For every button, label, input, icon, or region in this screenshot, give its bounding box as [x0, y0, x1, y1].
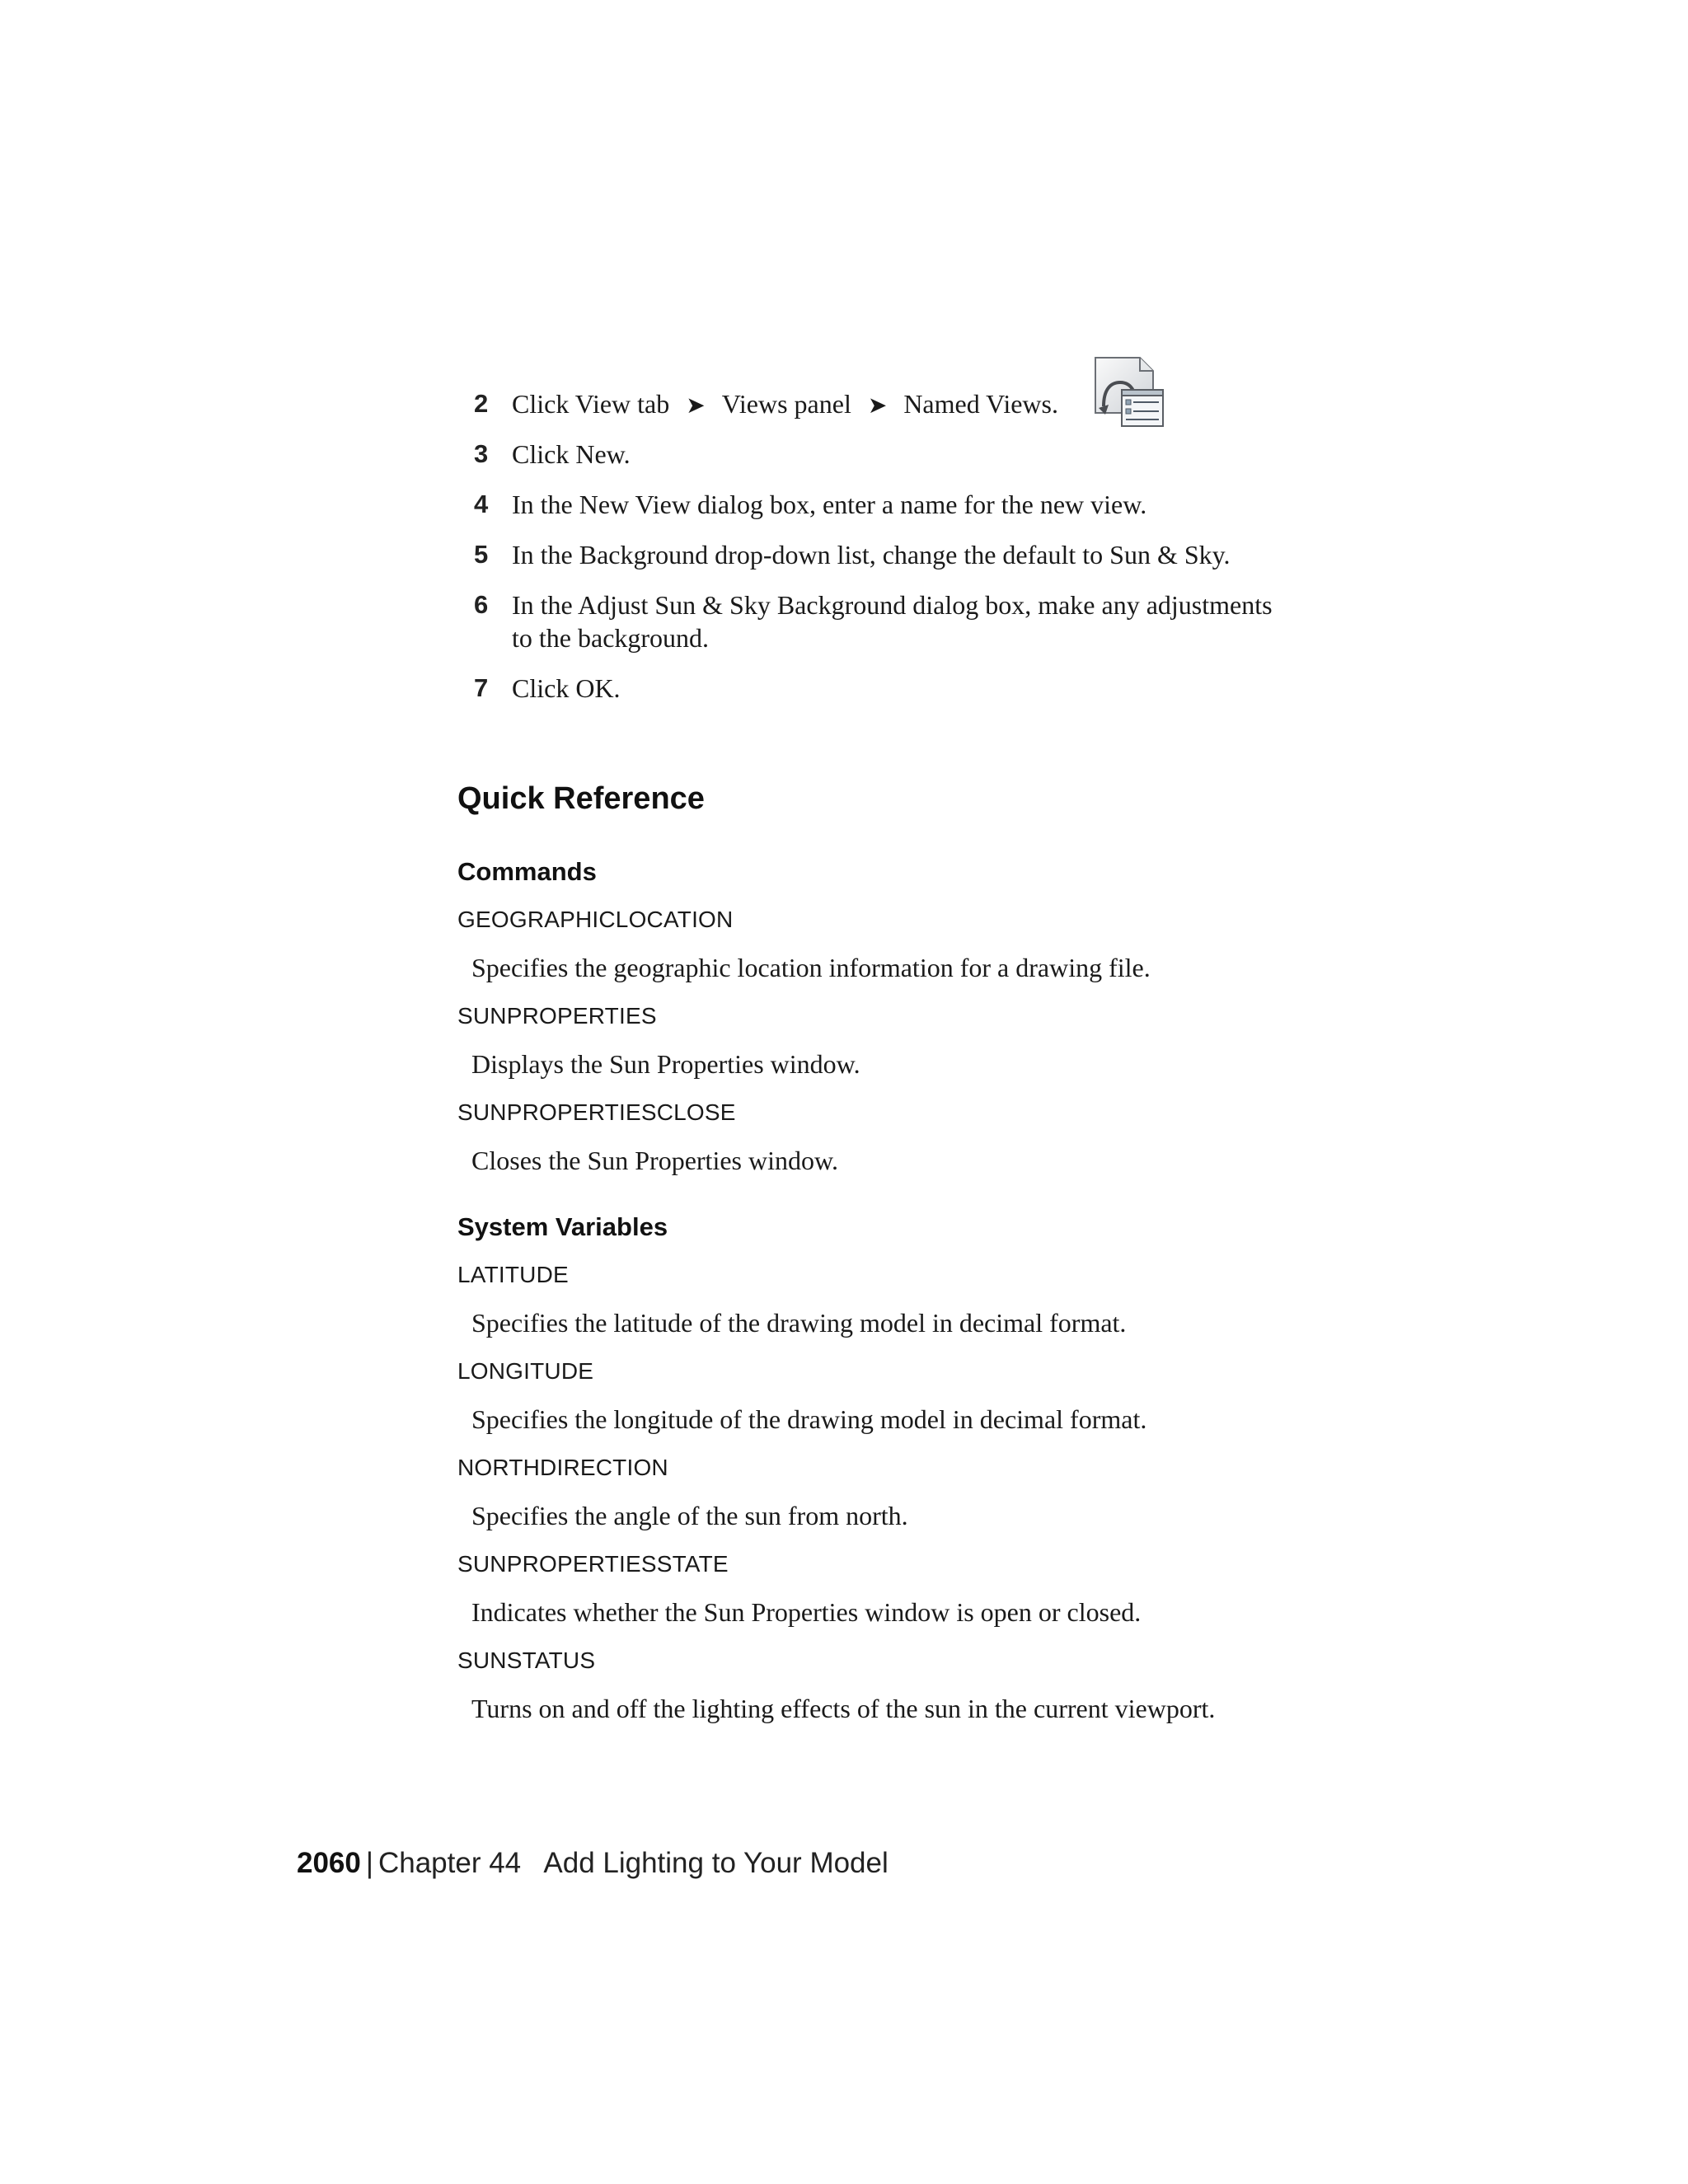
- step-6: [457, 588, 1364, 672]
- arrow-right-icon: ➤: [867, 391, 888, 419]
- step-text: In the Background drop-down list, change the default to Sun & Sky.: [512, 540, 1231, 569]
- sysvar-term: SUNSTATUS: [457, 1647, 596, 1673]
- sysvar-term: LATITUDE: [457, 1262, 569, 1287]
- footer-separator: |: [365, 1847, 373, 1879]
- system-variables-section: [457, 1211, 1447, 1741]
- sysvar-description: Specifies the angle of the sun from north.: [471, 1501, 908, 1530]
- sysvar-term: SUNPROPERTIESSTATE: [457, 1551, 729, 1577]
- commands-section: [457, 855, 1447, 1193]
- sysvar-description: Specifies the longitude of the drawing model in decimal format.: [471, 1404, 1147, 1434]
- step-text: [512, 588, 1273, 654]
- arrow-right-icon: ➤: [686, 391, 706, 419]
- sysvar-term: LONGITUDE: [457, 1358, 594, 1384]
- step-text: [512, 387, 1058, 422]
- step-part-named-views: Named Views.: [903, 389, 1058, 419]
- step-text-line-2: to the background.: [512, 623, 710, 653]
- command-description: Displays the Sun Properties window.: [471, 1049, 860, 1079]
- step-number: 7: [474, 673, 489, 702]
- command-term: SUNPROPERTIESCLOSE: [457, 1099, 736, 1125]
- command-term: SUNPROPERTIES: [457, 1003, 657, 1029]
- step-number: 3: [474, 439, 489, 468]
- step-text-line-1: In the Adjust Sun & Sky Background dialog box, make any adjustments: [512, 590, 1273, 620]
- step-3: [457, 438, 1364, 488]
- command-description: Closes the Sun Properties window.: [471, 1146, 839, 1175]
- command-term: GEOGRAPHICLOCATION: [457, 907, 734, 932]
- quick-reference-heading: Quick Reference: [457, 781, 705, 816]
- sysvar-term: NORTHDIRECTION: [457, 1455, 668, 1480]
- step-number: 5: [474, 540, 489, 569]
- step-text: Click OK.: [512, 673, 621, 703]
- step-7: [457, 672, 1364, 722]
- commands-heading: Commands: [457, 857, 597, 886]
- step-part-view-tab: Click View tab: [512, 389, 670, 419]
- command-description: Specifies the geographic location information for a drawing file.: [471, 953, 1151, 982]
- step-text: In the New View dialog box, enter a name for the new view.: [512, 490, 1147, 519]
- sysvar-description: Turns on and off the lighting effects of the sun in the current viewport.: [471, 1694, 1216, 1723]
- chapter-label: Chapter 44: [377, 1847, 522, 1879]
- sysvar-description: Specifies the latitude of the drawing model in decimal format.: [471, 1308, 1127, 1338]
- step-number: 4: [474, 490, 489, 518]
- procedure-steps: [457, 387, 1364, 722]
- step-part-views-panel: Views panel: [721, 389, 851, 419]
- step-2: [457, 387, 1364, 438]
- step-text: Click New.: [512, 439, 631, 469]
- step-number: 2: [474, 389, 489, 418]
- page-footer: [297, 1847, 889, 1880]
- system-variables-heading: System Variables: [457, 1212, 668, 1241]
- named-views-icon: [1092, 355, 1165, 429]
- page-number: 2060: [297, 1847, 361, 1879]
- step-5: [457, 538, 1364, 588]
- sysvar-description: Indicates whether the Sun Properties window is open or closed.: [471, 1597, 1142, 1627]
- chapter-title: Add Lighting to Your Model: [543, 1847, 889, 1879]
- step-4: [457, 488, 1364, 538]
- step-number: 6: [474, 590, 489, 619]
